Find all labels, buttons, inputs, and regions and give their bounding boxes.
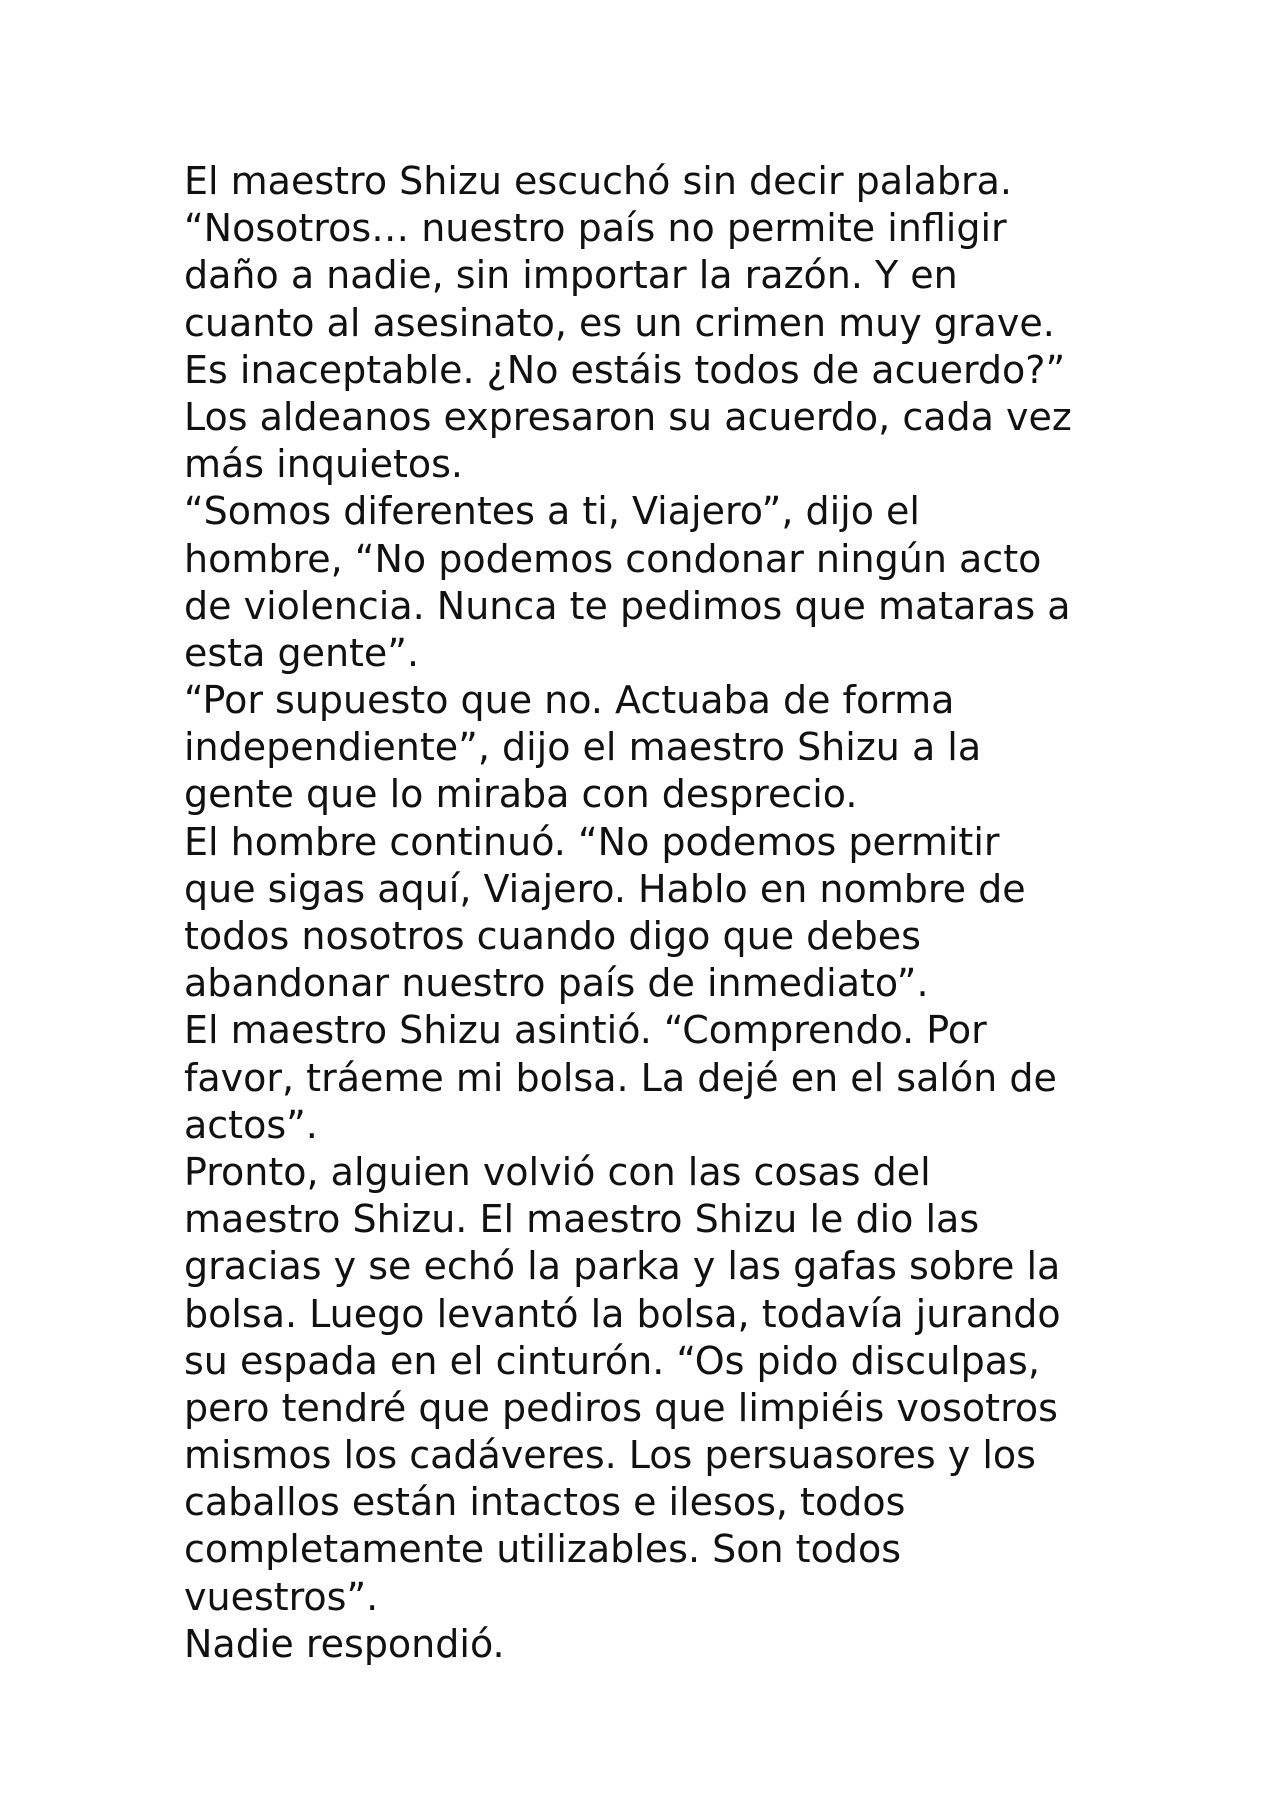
body-text [184, 158, 1114, 1668]
text-line: daño a nadie, sin importar la razón. Y en [184, 253, 958, 298]
text-line: de violencia. Nunca te pedimos que mataras a [184, 583, 1071, 628]
text-line: Los aldeanos expresaron su acuerdo, cada vez [184, 394, 1072, 439]
text-line: vuestros”. [184, 1574, 379, 1619]
text-line: abandonar nuestro país de inmediato”. [184, 961, 929, 1006]
text-line: Pronto, alguien volvió con las cosas del [184, 1149, 931, 1194]
text-line: “Nosotros… nuestro país no permite infligir [184, 206, 1007, 251]
text-line: todos nosotros cuando digo que debes [184, 914, 921, 958]
text-line: El hombre continuó. “No podemos permitir [184, 819, 1000, 864]
text-line: independiente”, dijo el maestro Shizu a la [184, 725, 982, 770]
text-line: completamente utilizables. Son todos [184, 1527, 901, 1572]
text-line: su espada en el cinturón. “Os pido disculpas, [184, 1338, 1040, 1383]
text-line: El maestro Shizu escuchó sin decir palabra. [184, 159, 1013, 203]
text-line: actos”. [184, 1102, 318, 1147]
text-line: favor, tráeme mi bolsa. La dejé en el salón de [184, 1055, 1057, 1100]
text-line: Es inaceptable. ¿No estáis todos de acuerdo?” [184, 347, 1066, 392]
text-line: que sigas aquí, Viajero. Hablo en nombre de [184, 866, 1026, 911]
text-line: bolsa. Luego levantó la bolsa, todavía jurando [184, 1291, 1061, 1336]
text-line: El maestro Shizu asintió. “Comprendo. Por [184, 1008, 987, 1053]
text-line: más inquietos. [184, 442, 463, 487]
text-line: mismos los cadáveres. Los persuasores y los [184, 1433, 1036, 1478]
text-line: “Somos diferentes a ti, Viajero”, dijo el [184, 489, 920, 534]
text-line: hombre, “No podemos condonar ningún acto [184, 536, 1042, 581]
text-line: esta gente”. [184, 630, 420, 675]
text-line: pero tendré que pediros que limpiéis vosotros [184, 1385, 1058, 1430]
text-line: “Por supuesto que no. Actuaba de forma [184, 678, 955, 723]
text-line: gracias y se echó la parka y las gafas sobre la [184, 1244, 1061, 1289]
text-line: maestro Shizu. El maestro Shizu le dio las [184, 1197, 980, 1242]
text-line: gente que lo miraba con desprecio. [184, 772, 858, 817]
text-line: cuanto al asesinato, es un crimen muy grave. [184, 300, 1055, 345]
text-line: caballos están intactos e ilesos, todos [184, 1480, 906, 1525]
text-line: Nadie respondió. [184, 1621, 505, 1666]
